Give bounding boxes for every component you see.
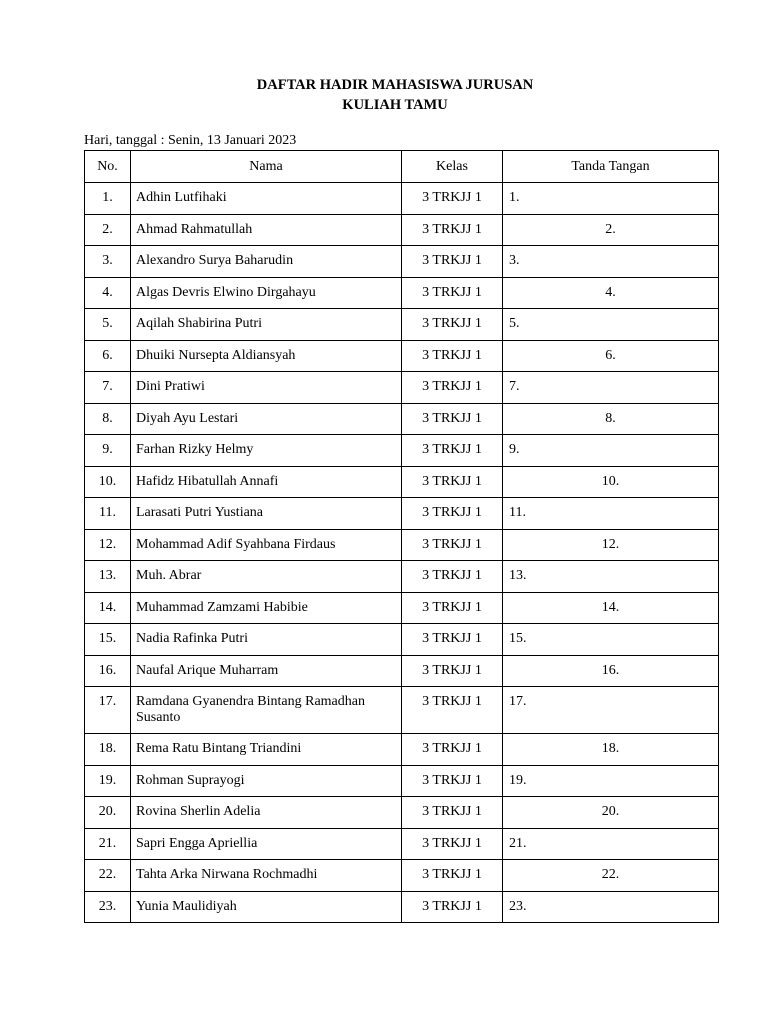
cell-no: 20. — [85, 797, 131, 829]
cell-nama: Algas Devris Elwino Dirgahayu — [131, 277, 402, 309]
cell-no: 19. — [85, 765, 131, 797]
cell-nama: Rohman Suprayogi — [131, 765, 402, 797]
cell-nama: Tahta Arka Nirwana Rochmadhi — [131, 860, 402, 892]
cell-no: 4. — [85, 277, 131, 309]
cell-no: 11. — [85, 498, 131, 530]
cell-nama: Adhin Lutfihaki — [131, 183, 402, 215]
cell-tanda-tangan: 2. — [503, 214, 719, 246]
cell-nama: Aqilah Shabirina Putri — [131, 309, 402, 341]
cell-nama: Nadia Rafinka Putri — [131, 624, 402, 656]
table-row — [85, 828, 719, 860]
cell-no: 10. — [85, 466, 131, 498]
cell-nama: Farhan Rizky Helmy — [131, 435, 402, 467]
cell-tanda-tangan: 19. — [503, 765, 719, 797]
cell-nama: Diyah Ayu Lestari — [131, 403, 402, 435]
cell-kelas: 3 TRKJJ 1 — [402, 435, 503, 467]
cell-no: 3. — [85, 246, 131, 278]
cell-kelas: 3 TRKJJ 1 — [402, 372, 503, 404]
cell-kelas: 3 TRKJJ 1 — [402, 592, 503, 624]
cell-no: 7. — [85, 372, 131, 404]
cell-tanda-tangan: 20. — [503, 797, 719, 829]
cell-kelas: 3 TRKJJ 1 — [402, 309, 503, 341]
header-no: No. — [85, 151, 131, 183]
cell-kelas: 3 TRKJJ 1 — [402, 624, 503, 656]
table-row — [85, 529, 719, 561]
attendance-table — [84, 150, 719, 923]
cell-tanda-tangan: 23. — [503, 891, 719, 923]
cell-no: 6. — [85, 340, 131, 372]
table-row — [85, 498, 719, 530]
cell-kelas: 3 TRKJJ 1 — [402, 340, 503, 372]
cell-no: 14. — [85, 592, 131, 624]
cell-nama: Muh. Abrar — [131, 561, 402, 593]
table-row — [85, 277, 719, 309]
cell-no: 22. — [85, 860, 131, 892]
table-row — [85, 655, 719, 687]
cell-tanda-tangan: 16. — [503, 655, 719, 687]
header-nama: Nama — [131, 151, 402, 183]
cell-no: 2. — [85, 214, 131, 246]
table-row — [85, 309, 719, 341]
cell-nama: Muhammad Zamzami Habibie — [131, 592, 402, 624]
cell-no: 13. — [85, 561, 131, 593]
table-row — [85, 214, 719, 246]
document-subtitle: KULIAH TAMU — [342, 97, 448, 113]
table-row — [85, 561, 719, 593]
cell-nama: Mohammad Adif Syahbana Firdaus — [131, 529, 402, 561]
cell-no: 16. — [85, 655, 131, 687]
table-row — [85, 624, 719, 656]
table-row — [85, 734, 719, 766]
cell-tanda-tangan: 18. — [503, 734, 719, 766]
cell-no: 21. — [85, 828, 131, 860]
table-row — [85, 466, 719, 498]
cell-nama: Dini Pratiwi — [131, 372, 402, 404]
table-row — [85, 246, 719, 278]
table-row — [85, 891, 719, 923]
cell-nama: Larasati Putri Yustiana — [131, 498, 402, 530]
table-body — [85, 183, 719, 923]
cell-kelas: 3 TRKJJ 1 — [402, 765, 503, 797]
cell-nama: Rovina Sherlin Adelia — [131, 797, 402, 829]
cell-kelas: 3 TRKJJ 1 — [402, 828, 503, 860]
cell-kelas: 3 TRKJJ 1 — [402, 655, 503, 687]
cell-tanda-tangan: 11. — [503, 498, 719, 530]
cell-tanda-tangan: 7. — [503, 372, 719, 404]
cell-kelas: 3 TRKJJ 1 — [402, 403, 503, 435]
cell-tanda-tangan: 6. — [503, 340, 719, 372]
cell-tanda-tangan: 1. — [503, 183, 719, 215]
table-header-row — [85, 151, 719, 183]
table-row — [85, 403, 719, 435]
header-tanda-tangan: Tanda Tangan — [503, 151, 719, 183]
cell-nama: Ramdana Gyanendra Bintang Ramadhan Susanto — [131, 687, 402, 734]
cell-tanda-tangan: 22. — [503, 860, 719, 892]
cell-tanda-tangan: 4. — [503, 277, 719, 309]
document-title: DAFTAR HADIR MAHASISWA JURUSAN — [256, 77, 534, 93]
cell-tanda-tangan: 12. — [503, 529, 719, 561]
cell-no: 8. — [85, 403, 131, 435]
cell-tanda-tangan: 13. — [503, 561, 719, 593]
cell-tanda-tangan: 5. — [503, 309, 719, 341]
table-row — [85, 183, 719, 215]
cell-tanda-tangan: 10. — [503, 466, 719, 498]
cell-kelas: 3 TRKJJ 1 — [402, 561, 503, 593]
cell-nama: Ahmad Rahmatullah — [131, 214, 402, 246]
cell-no: 17. — [85, 687, 131, 734]
cell-kelas: 3 TRKJJ 1 — [402, 529, 503, 561]
cell-tanda-tangan: 8. — [503, 403, 719, 435]
cell-kelas: 3 TRKJJ 1 — [402, 734, 503, 766]
table-row — [85, 797, 719, 829]
date-line: Hari, tanggal : Senin, 13 Januari 2023 — [84, 133, 297, 148]
header-kelas: Kelas — [402, 151, 503, 183]
cell-tanda-tangan: 15. — [503, 624, 719, 656]
cell-tanda-tangan: 17. — [503, 687, 719, 734]
cell-tanda-tangan: 3. — [503, 246, 719, 278]
table-row — [85, 435, 719, 467]
cell-kelas: 3 TRKJJ 1 — [402, 860, 503, 892]
cell-no: 12. — [85, 529, 131, 561]
cell-kelas: 3 TRKJJ 1 — [402, 277, 503, 309]
cell-nama: Sapri Engga Apriellia — [131, 828, 402, 860]
cell-tanda-tangan: 21. — [503, 828, 719, 860]
cell-nama: Dhuiki Nursepta Aldiansyah — [131, 340, 402, 372]
cell-kelas: 3 TRKJJ 1 — [402, 214, 503, 246]
cell-kelas: 3 TRKJJ 1 — [402, 687, 503, 734]
cell-nama: Alexandro Surya Baharudin — [131, 246, 402, 278]
cell-no: 1. — [85, 183, 131, 215]
table-row — [85, 372, 719, 404]
cell-nama: Naufal Arique Muharram — [131, 655, 402, 687]
cell-no: 23. — [85, 891, 131, 923]
cell-no: 5. — [85, 309, 131, 341]
cell-nama: Rema Ratu Bintang Triandini — [131, 734, 402, 766]
table-row — [85, 340, 719, 372]
cell-nama: Yunia Maulidiyah — [131, 891, 402, 923]
cell-nama: Hafidz Hibatullah Annafi — [131, 466, 402, 498]
table-row — [85, 687, 719, 734]
cell-no: 15. — [85, 624, 131, 656]
cell-no: 9. — [85, 435, 131, 467]
table-row — [85, 860, 719, 892]
cell-kelas: 3 TRKJJ 1 — [402, 466, 503, 498]
table-row — [85, 592, 719, 624]
table-row — [85, 765, 719, 797]
cell-kelas: 3 TRKJJ 1 — [402, 183, 503, 215]
cell-tanda-tangan: 9. — [503, 435, 719, 467]
cell-kelas: 3 TRKJJ 1 — [402, 891, 503, 923]
cell-tanda-tangan: 14. — [503, 592, 719, 624]
cell-kelas: 3 TRKJJ 1 — [402, 498, 503, 530]
cell-no: 18. — [85, 734, 131, 766]
cell-kelas: 3 TRKJJ 1 — [402, 246, 503, 278]
cell-kelas: 3 TRKJJ 1 — [402, 797, 503, 829]
